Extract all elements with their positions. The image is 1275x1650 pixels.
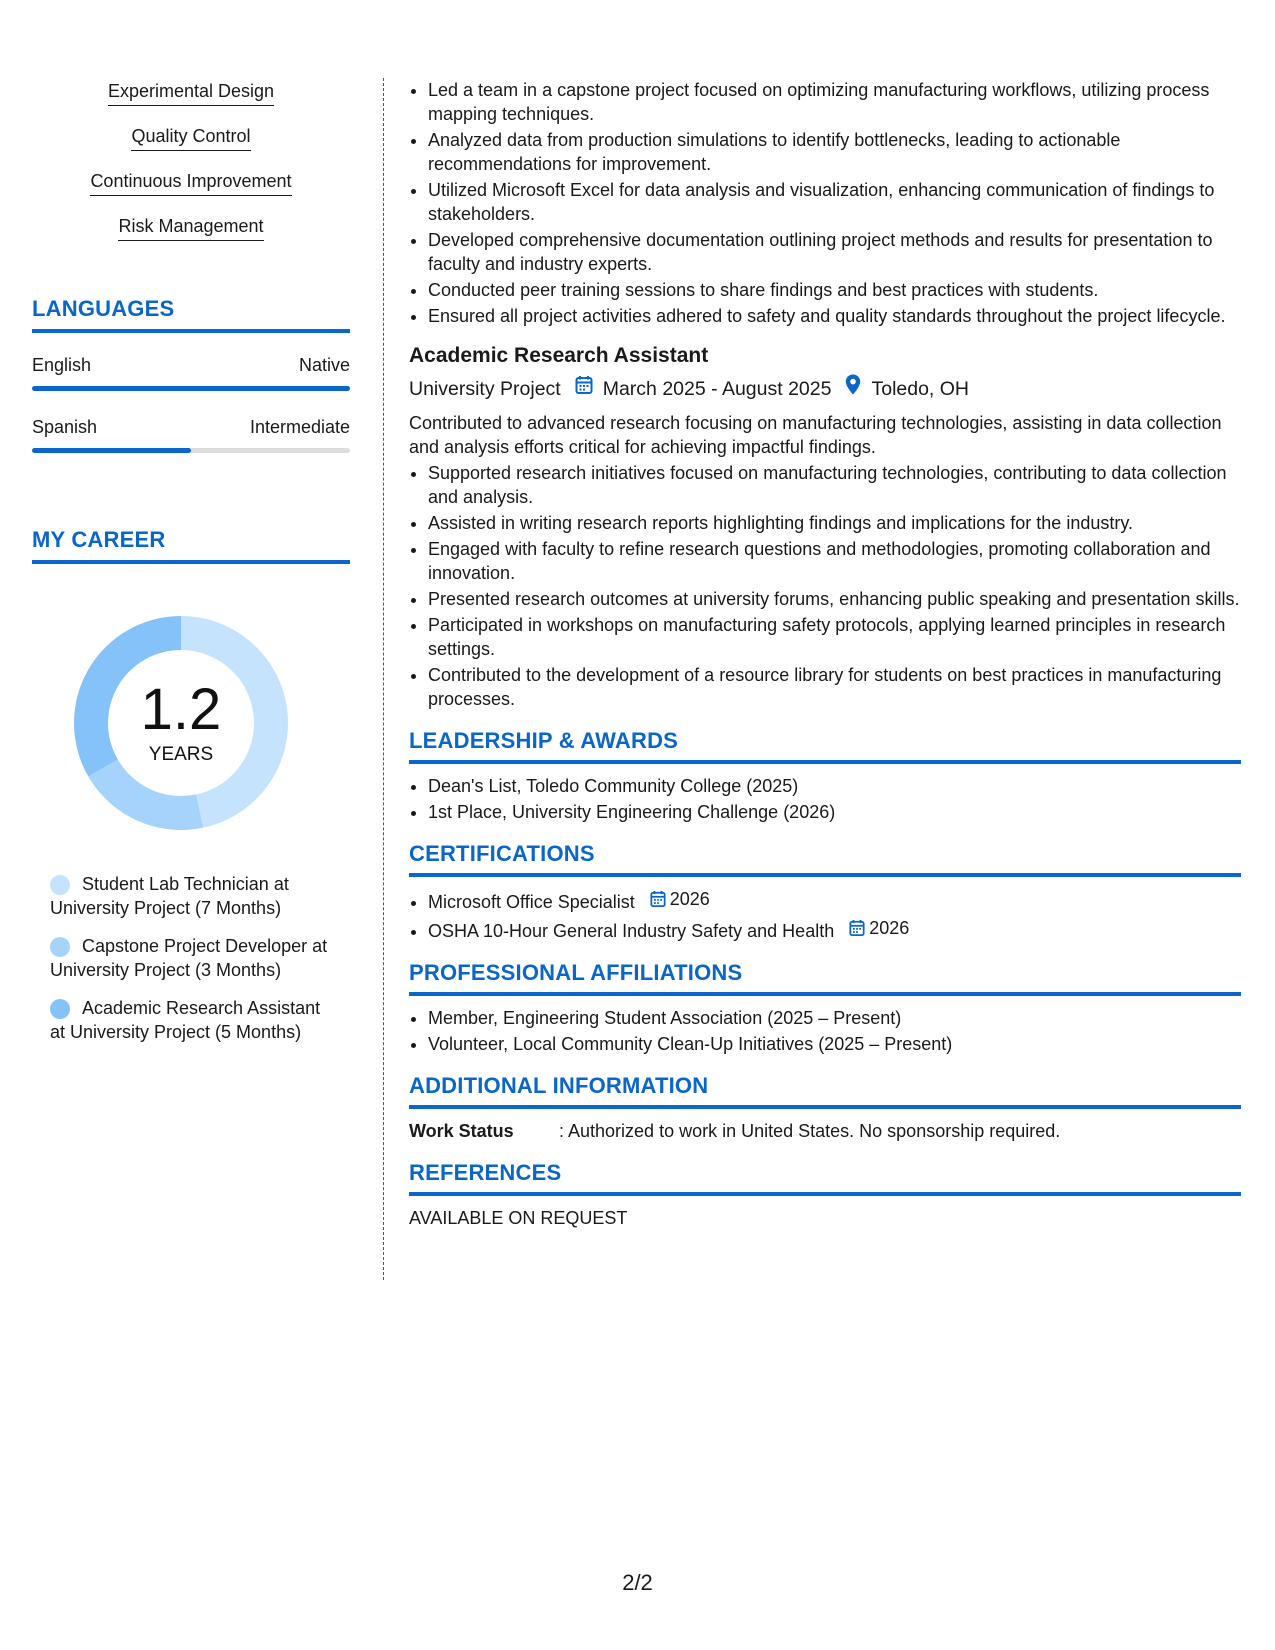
previous-job-bullets	[409, 78, 1241, 328]
bullet-item: • Participated in workshops on manufacturing safety protocols, applying learned principles in research settings.	[428, 613, 1241, 661]
work-status-label: Work Status	[409, 1121, 514, 1141]
affiliation-item: • Member, Engineering Student Association (2025 – Present)	[428, 1006, 1241, 1030]
calendar-icon	[849, 919, 865, 937]
career-legend	[50, 872, 330, 1044]
work-status-value: : Authorized to work in United States. No sponsorship required.	[559, 1121, 1061, 1141]
language-bar-fill	[32, 448, 191, 453]
bullet-item: • Supported research initiatives focused on manufacturing technologies, contributing to data collection and analysis.	[428, 461, 1241, 509]
bullet-item: • Developed comprehensive documentation outlining project methods and results for presentation to faculty and industry experts.	[428, 228, 1241, 276]
calendar-icon	[650, 890, 666, 908]
bullet-item: • Presented research outcomes at university forums, enhancing public speaking and presentation skills.	[428, 587, 1241, 611]
legend-item	[50, 996, 330, 1044]
affiliations-section	[409, 959, 1241, 1056]
skill-item: Risk Management	[118, 215, 263, 241]
language-bar	[32, 386, 350, 391]
languages-heading: LANGUAGES	[32, 296, 350, 333]
page-number: 2/2	[622, 1570, 653, 1595]
leadership-section	[409, 727, 1241, 824]
legend-item	[50, 934, 330, 982]
certification-name: OSHA 10-Hour General Industry Safety and Health	[428, 921, 835, 941]
references-heading: REFERENCES	[409, 1159, 1241, 1196]
certification-item	[428, 887, 1241, 914]
language-name: Spanish	[32, 417, 98, 437]
language-name: English	[32, 355, 92, 375]
language-level: Intermediate	[249, 417, 350, 437]
legend-label: Student Lab Technician at University Project (7 Months)	[50, 874, 289, 918]
job-bullets	[409, 461, 1241, 711]
calendar-icon	[575, 375, 593, 403]
legend-label: Academic Research Assistant at University Project (5 Months)	[50, 998, 321, 1042]
skills-list	[32, 80, 350, 260]
certifications-section	[409, 840, 1241, 943]
job-company: University Project	[409, 377, 561, 400]
certification-year: 2026	[869, 918, 910, 938]
left-column	[32, 80, 350, 1058]
legend-dot	[50, 937, 70, 957]
job-dates: March 2025 - August 2025	[602, 377, 832, 400]
language-bar-fill	[32, 386, 350, 391]
references-section	[409, 1159, 1241, 1230]
leadership-heading: LEADERSHIP & AWARDS	[409, 727, 1241, 764]
additional-heading: ADDITIONAL INFORMATION	[409, 1072, 1241, 1109]
bullet-item: • Utilized Microsoft Excel for data analysis and visualization, enhancing communication of findings to stakeholders.	[428, 178, 1241, 226]
certification-item	[428, 916, 1241, 943]
skill-item: Quality Control	[131, 125, 250, 151]
award-item: • 1st Place, University Engineering Challenge (2026)	[428, 800, 1241, 824]
map-pin-icon	[845, 374, 861, 403]
language-item	[32, 355, 350, 391]
career-section	[32, 527, 350, 1044]
language-bar	[32, 448, 350, 453]
job-entry	[409, 342, 1241, 711]
bullet-item: • Analyzed data from production simulations to identify bottlenecks, leading to actionable recommendations for improvement.	[428, 128, 1241, 176]
language-item	[32, 417, 350, 453]
certifications-heading: CERTIFICATIONS	[409, 840, 1241, 877]
bullet-item: • Led a team in a capstone project focused on optimizing manufacturing workflows, utilizing process mapping techniques.	[428, 78, 1241, 126]
career-heading: MY CAREER	[32, 527, 350, 564]
skill-item: Continuous Improvement	[90, 170, 291, 196]
certification-year: 2026	[669, 889, 710, 909]
references-text: AVAILABLE ON REQUEST	[409, 1208, 628, 1228]
award-item: • Dean's List, Toledo Community College (2025)	[428, 774, 1241, 798]
bullet-item: • Contributed to the development of a resource library for students on best practices in manufacturing processes.	[428, 663, 1241, 711]
legend-dot	[50, 999, 70, 1019]
certification-name: Microsoft Office Specialist	[428, 892, 635, 912]
legend-label: Capstone Project Developer at University Project (3 Months)	[50, 936, 328, 980]
languages-section	[32, 296, 350, 453]
legend-item	[50, 872, 330, 920]
bullet-item: • Engaged with faculty to refine research questions and methodologies, promoting collaboration and innovation.	[428, 537, 1241, 585]
skill-item: Experimental Design	[108, 80, 274, 106]
job-title: Academic Research Assistant	[409, 344, 709, 367]
affiliations-heading: PROFESSIONAL AFFILIATIONS	[409, 959, 1241, 996]
job-meta	[409, 374, 1241, 403]
additional-section	[409, 1072, 1241, 1143]
language-level: Native	[298, 355, 350, 375]
career-total-value: 1.2	[140, 677, 222, 742]
right-column	[409, 78, 1241, 1230]
bullet-item: • Assisted in writing research reports highlighting findings and implications for the industry.	[428, 511, 1241, 535]
affiliation-item: • Volunteer, Local Community Clean-Up Initiatives (2025 – Present)	[428, 1032, 1241, 1056]
job-summary: Contributed to advanced research focusing on manufacturing technologies, assisting in data collection and analysis efforts critical for achieving impactful findings.	[409, 413, 1222, 457]
career-total-unit: YEARS	[148, 744, 214, 765]
bullet-item: • Conducted peer training sessions to share findings and best practices with students.	[428, 278, 1241, 302]
column-divider	[383, 78, 384, 1280]
job-location: Toledo, OH	[871, 377, 970, 400]
bullet-item: • Ensured all project activities adhered to safety and quality standards throughout the project lifecycle.	[428, 304, 1241, 328]
career-donut-chart	[66, 608, 296, 838]
legend-dot	[50, 875, 70, 895]
